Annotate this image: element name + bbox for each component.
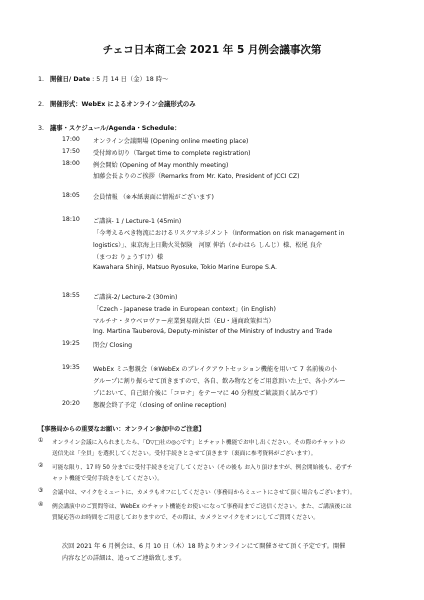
schedule-line: 受付締め切り（Target time to complete registration) [93,150,251,157]
section-value: : 5 月 14 日（金）18 時～ [92,76,169,83]
notice-line: 可能な限り、17 時 50 分までに受付手続きを完了してください（その後も お入り頂けますが、例会開始後も、必ずチ [52,465,353,471]
schedule-line: ご講演- 1 / Lecture-1 (45min) [93,218,182,225]
notice-mark: ① [38,437,44,444]
schedule-time: 18:05 [62,192,80,199]
schedule-line: 懇親会終了予定（closing of online reception) [93,402,227,409]
section-number: 1. [38,76,45,83]
schedule-time: 19:25 [62,340,80,347]
notice-line: 例会講演中のご質問等は、WebEx のチャット機能をお使いになって事務局までご送信ください。また、ご講演後には [52,504,352,510]
section-heading: 開催日/ Date [50,76,91,83]
schedule-line: 「今考えるべき物流におけるリスクマネジメント（Information on risk management in [93,230,345,237]
section-heading: 開催形式：WebEx によるオンライン会議形式のみ [50,101,196,108]
section-number: 2. [38,101,45,108]
notice-mark: ④ [38,501,44,508]
notice-mark: ② [38,462,44,469]
notice-mark: ③ [38,487,44,494]
schedule-time: 18:55 [62,292,80,299]
section-date [38,74,168,83]
schedule-line: プにおいて、自己紹介後に「コロナ」をテーマに 40 分程度ご歓談頂く試みです） [93,390,322,397]
schedule-line: 「Czech - Japanese trade in European context」(in English) [93,306,276,313]
section-format [38,99,196,108]
schedule-time: 17:00 [62,136,80,143]
schedule-time: 19:35 [62,364,80,371]
schedule-line: Ing. Martina Tauberová, Deputy-minister of the Ministry of Industry and Trade [93,328,333,335]
notice-heading: 【事務局からの重要なお願い：オンライン参加中のご注意】 [38,426,205,433]
schedule-time: 17:50 [62,148,80,155]
footer-line: 次回 2021 年 6 月例会は、6 月 10 日（木）18 時よりオンラインにて開催させて頂く予定です。開催 [62,543,346,550]
schedule-time: 20:20 [62,400,80,407]
schedule-line: （まつお りょうすけ）様 [93,254,164,261]
schedule-line: logistics）」、東京海上日動火災保険 河原 伸治（かわはら しんじ）様、松尾 良介 [93,242,323,249]
schedule-line: 加藤会長よりのご挨拶（Remarks from Mr. Kato, President of JCCI CZ) [93,173,300,180]
footer-line: 内容などの詳細は、追ってご連絡致します。 [62,555,186,562]
schedule-line: マルチナ・タウベロヴァー産業貿易副大臣（EU・通商政策担当） [93,318,275,325]
schedule-line: オンライン会議開場 (Opening online meeting place) [93,138,249,145]
schedule-line: 会員情報 （※本紙裏面に情報がございます) [93,194,214,201]
notice-line: オンライン会議に入られましたら、「O▽□社の◎◇です」とチャット機能でお申し出ください。その際のチャットの [52,440,346,446]
schedule-line: グループに割り振らせて頂きますので、各自、飲み物などをご用意頂いた上で、各小グルー [93,378,346,385]
document-title: チェコ日本商工会 2021 年 5 月例会議事次第 [102,44,322,56]
schedule-line: Kawahara Shinji, Matsuo Ryosuke, Tokio Marine Europe S.A. [93,264,277,271]
section-agenda [38,123,181,132]
schedule-line: WebEx ミニ懇親会（※WebEx のブレイクアウトセッション機能を用いて 7 名前後の小 [93,366,337,373]
section-number: 3. [38,125,45,132]
schedule-line: 例会開始 (Opening of May monthly meeting) [93,162,229,169]
schedule-time: 18:10 [62,216,80,223]
schedule-time: 18:00 [62,160,80,167]
notice-line: 送信先は「全員」を選択してください。受付手続きとさせて頂きます（裏面に参考資料がございます）。 [52,451,317,457]
schedule-line: ご講演-2/ Lecture-2 (30min) [93,294,178,301]
section-heading: 議事・スケジュール/Agenda・Schedule： [50,125,181,132]
notice-line: 質疑応答のお時間をご用意しておりますので、その際は、カメラとマイクをオンにしてご質問ください。 [52,515,319,521]
notice-line: 会議中は、マイクをミュートに、カメラもオフにしてください（事務局からミュートにさせて頂く場合もございます）。 [52,490,356,496]
schedule-line: 閉会/ Closing [93,342,133,349]
notice-line: ャット機能で受付手続きをしてください）。 [52,476,163,482]
